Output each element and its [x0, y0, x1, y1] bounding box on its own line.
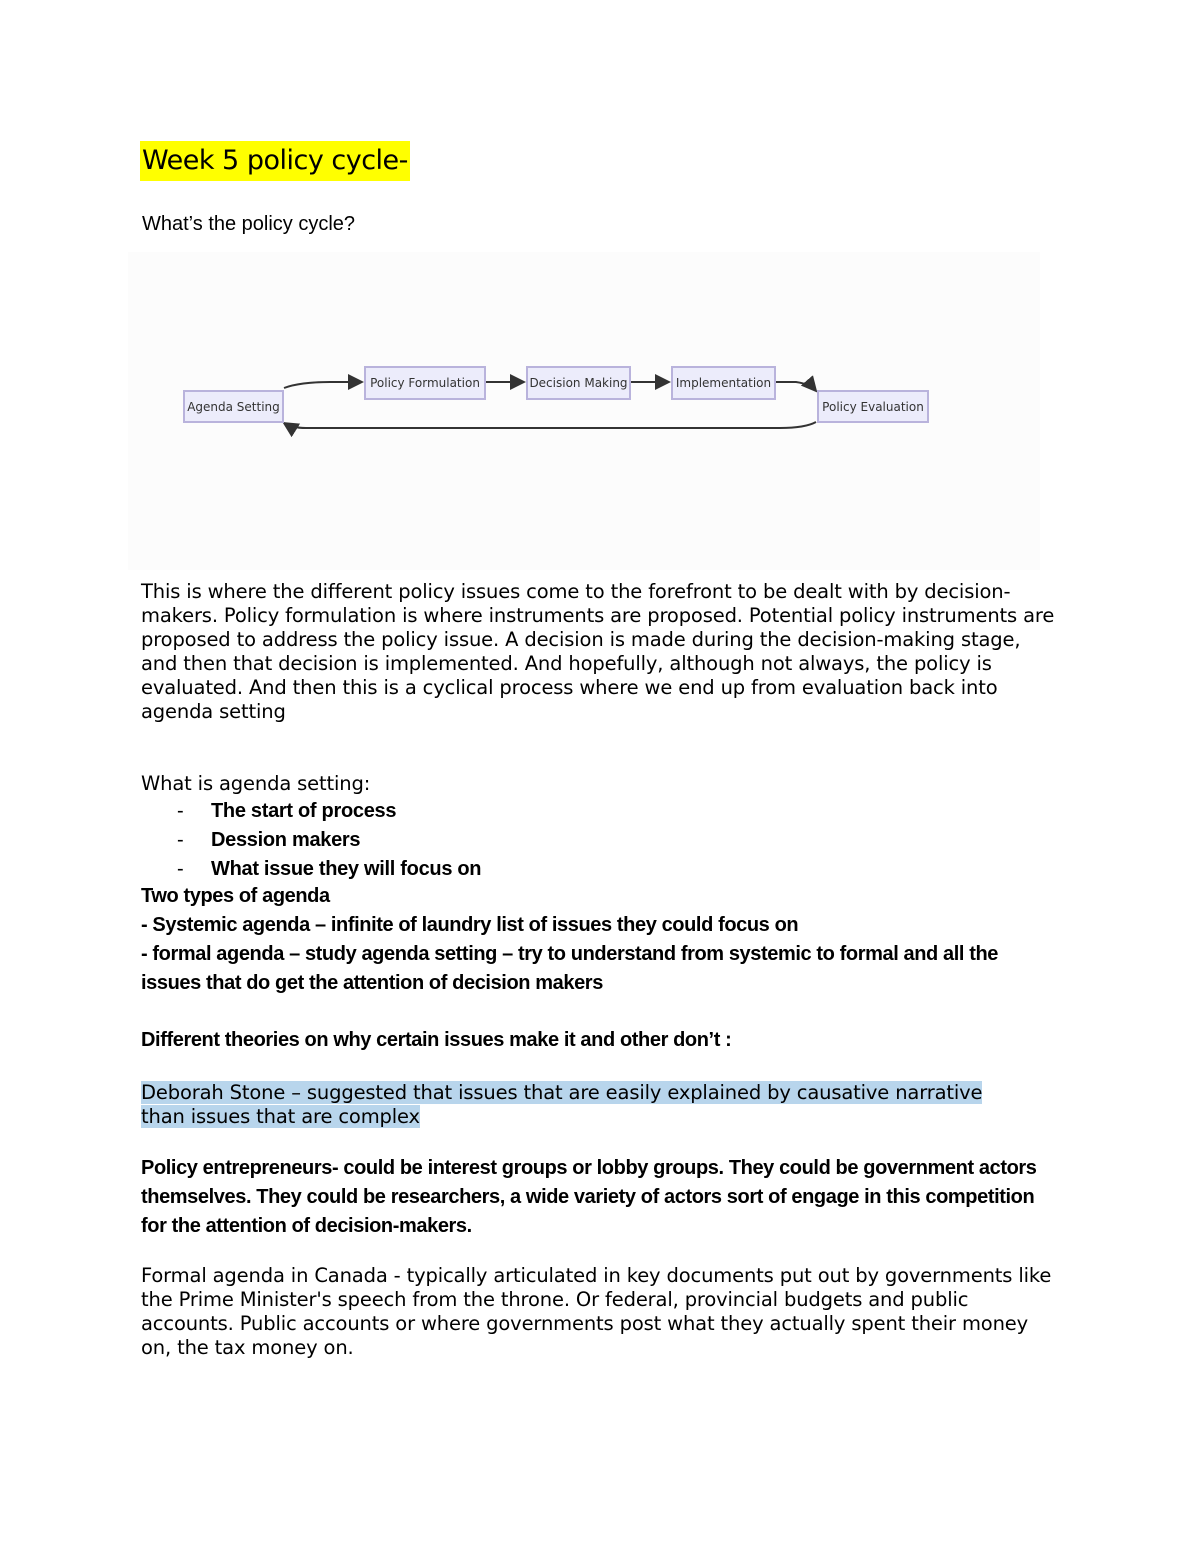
highlighted-text: than issues that are complex: [141, 1105, 420, 1128]
list-item: - The start of process: [141, 797, 481, 826]
page-title: Week 5 policy cycle-: [140, 141, 410, 181]
arrow-agenda-to-formulation: [284, 382, 362, 388]
highlighted-text: Deborah Stone – suggested that issues that are easily explained by causative narrative: [141, 1081, 983, 1104]
deborah-stone-note: [141, 1081, 982, 1129]
node-policy-formulation: Policy Formulation: [364, 366, 486, 400]
node-agenda-setting: Agenda Setting: [183, 390, 284, 423]
agenda-setting-list: [141, 797, 481, 884]
policy-cycle-arrows: [0, 0, 1200, 600]
formal-agenda-canada-paragraph: Formal agenda in Canada - typically articulated in key documents put out by governments like the Prime Minister's speech from the throne. Or federal, provincial budgets and public accounts. Public accounts or where governments post what they actually spent their money on, the tax money on.: [141, 1264, 1052, 1359]
agenda-types-block: [141, 882, 1061, 998]
section-question: What’s the policy cycle?: [142, 213, 356, 235]
formal-agenda-line: - formal agenda – study agenda setting – try to understand from systemic to formal and all the issues that do get the attention of decision makers: [141, 943, 999, 994]
policy-cycle-explanation: This is where the different policy issues come to the forefront to be dealt with by decision-makers. Policy formulation is where instruments are proposed. Potential policy instruments are proposed to address the policy issue. A decision is made during the decision-making stage, and then that decision is implemented. And hopefully, although not always, the policy is evaluated. And then this is a cyclical process where we end up from evaluation back into agenda setting: [141, 580, 1055, 723]
arrow-evaluation-to-agenda: [284, 422, 816, 428]
theories-heading: Different theories on why certain issues make it and other don’t :: [141, 1029, 732, 1051]
arrow-implementation-to-evaluation: [776, 382, 816, 391]
systemic-agenda-line: - Systemic agenda – infinite of laundry list of issues they could focus on: [141, 914, 799, 936]
policy-entrepreneurs-paragraph: Policy entrepreneurs- could be interest groups or lobby groups. They could be government actors themselves. They could be researchers, a wide variety of actors sort of engage in this competition for the attention of decision-makers.: [141, 1157, 1037, 1237]
node-implementation: Implementation: [671, 366, 776, 400]
agenda-setting-question: What is agenda setting:: [141, 772, 371, 795]
node-policy-evaluation: Policy Evaluation: [817, 390, 929, 423]
node-decision-making: Decision Making: [526, 366, 631, 400]
agenda-types-heading: Two types of agenda: [141, 885, 330, 907]
list-item: - What issue they will focus on: [141, 855, 481, 884]
list-item: - Dession makers: [141, 826, 481, 855]
